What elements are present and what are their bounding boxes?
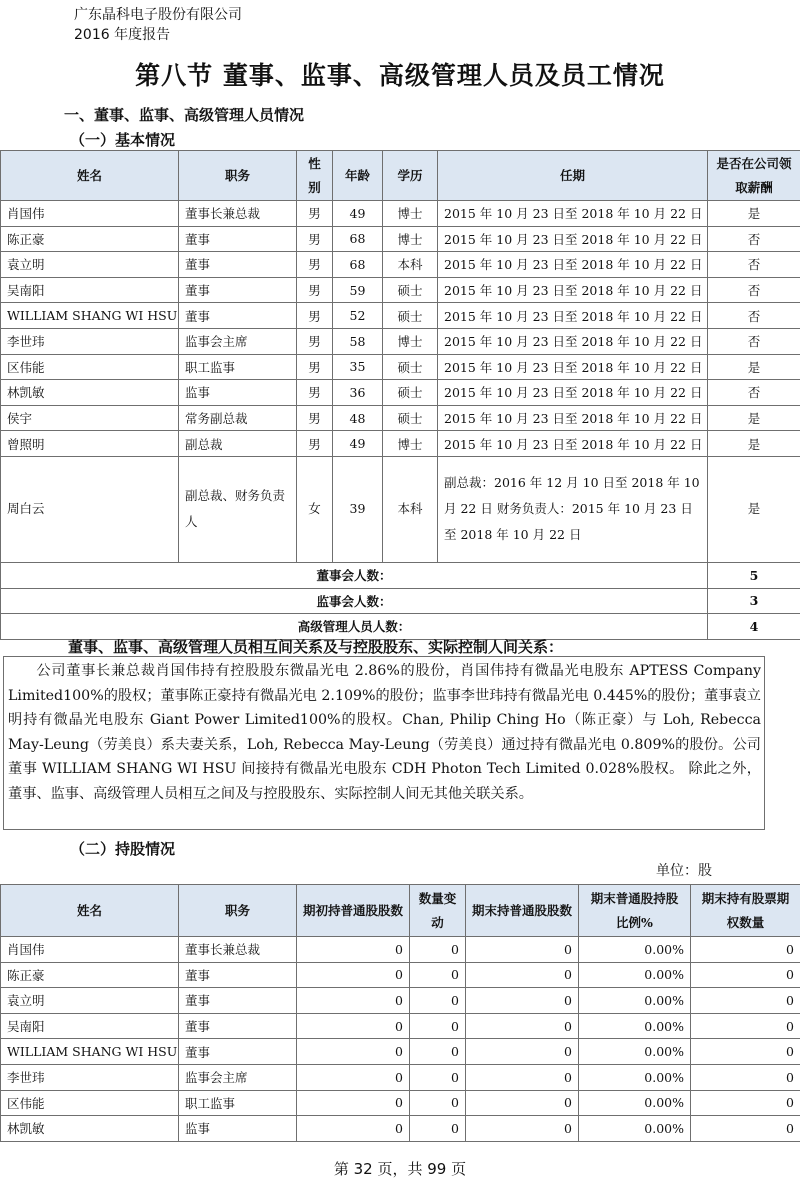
cell-term: 2015 年 10 月 23 日至 2018 年 10 月 22 日 bbox=[438, 252, 708, 278]
cell-paid: 否 bbox=[708, 303, 800, 329]
cell-name: 侯宇 bbox=[1, 405, 179, 431]
table-row bbox=[1, 277, 800, 303]
summary-label: 监事会人数： bbox=[1, 588, 708, 614]
cell-closing-shares: 0 bbox=[466, 1013, 579, 1039]
summary-label: 高级管理人员人数： bbox=[1, 614, 708, 640]
cell-closing-ratio: 0.00% bbox=[579, 1013, 691, 1039]
cell-position: 副总裁 bbox=[179, 431, 297, 457]
cell-options: 0 bbox=[691, 937, 800, 963]
cell-name: 曾照明 bbox=[1, 431, 179, 457]
header-opening-shares: 期初持普通股股数 bbox=[297, 885, 410, 937]
cell-closing-ratio: 0.00% bbox=[579, 1039, 691, 1065]
cell-opening-shares: 0 bbox=[297, 1116, 410, 1142]
page-footer: 第 32 页，共 99 页 bbox=[333, 1160, 467, 1178]
table-row bbox=[1, 354, 800, 380]
cell-change: 0 bbox=[410, 1013, 466, 1039]
cell-name: 区伟能 bbox=[1, 354, 179, 380]
cell-position: 监事 bbox=[179, 1116, 297, 1142]
cell-closing-ratio: 0.00% bbox=[579, 937, 691, 963]
cell-term: 副总裁：2016 年 12 月 10 日至 2018 年 10 月 22 日 财务负责人：2015 年 10 月 23 日至 2018 年 10 月 22 日 bbox=[438, 456, 708, 562]
cell-opening-shares: 0 bbox=[297, 988, 410, 1014]
cell-education: 博士 bbox=[383, 328, 438, 354]
cell-name: WILLIAM SHANG WI HSU bbox=[1, 1039, 179, 1065]
cell-closing-shares: 0 bbox=[466, 1116, 579, 1142]
cell-closing-ratio: 0.00% bbox=[579, 1090, 691, 1116]
cell-education: 博士 bbox=[383, 201, 438, 227]
table-row bbox=[1, 1013, 800, 1039]
cell-change: 0 bbox=[410, 988, 466, 1014]
cell-paid: 是 bbox=[708, 405, 800, 431]
header-change: 数量变动 bbox=[410, 885, 466, 937]
table-header-row bbox=[1, 885, 800, 937]
cell-change: 0 bbox=[410, 1090, 466, 1116]
header-education: 学历 bbox=[383, 151, 438, 201]
cell-name: 陈正豪 bbox=[1, 962, 179, 988]
subsection-holding-heading: （二）持股情况 bbox=[70, 840, 176, 858]
cell-age: 48 bbox=[333, 405, 383, 431]
cell-name: WILLIAM SHANG WI HSU bbox=[1, 303, 179, 329]
header-closing-shares: 期末持普通股股数 bbox=[466, 885, 579, 937]
header-closing-ratio: 期末普通股持股比例% bbox=[579, 885, 691, 937]
cell-paid: 否 bbox=[708, 328, 800, 354]
cell-term: 2015 年 10 月 23 日至 2018 年 10 月 22 日 bbox=[438, 303, 708, 329]
cell-name: 吴南阳 bbox=[1, 277, 179, 303]
report-year: 2016 年度报告 bbox=[74, 27, 171, 43]
cell-gender: 男 bbox=[297, 405, 333, 431]
summary-row-supervisors bbox=[1, 588, 800, 614]
cell-education: 硕士 bbox=[383, 405, 438, 431]
cell-closing-shares: 0 bbox=[466, 1064, 579, 1090]
table-row bbox=[1, 405, 800, 431]
cell-position: 董事 bbox=[179, 277, 297, 303]
cell-position: 董事 bbox=[179, 252, 297, 278]
page-title: 第八节 董事、监事、高级管理人员及员工情况 bbox=[135, 61, 665, 90]
cell-age: 49 bbox=[333, 201, 383, 227]
cell-name: 周白云 bbox=[1, 456, 179, 562]
cell-education: 硕士 bbox=[383, 354, 438, 380]
cell-age: 35 bbox=[333, 354, 383, 380]
cell-name: 陈正豪 bbox=[1, 226, 179, 252]
cell-term: 2015 年 10 月 23 日至 2018 年 10 月 22 日 bbox=[438, 431, 708, 457]
cell-position: 监事会主席 bbox=[179, 328, 297, 354]
cell-change: 0 bbox=[410, 1039, 466, 1065]
cell-term: 2015 年 10 月 23 日至 2018 年 10 月 22 日 bbox=[438, 380, 708, 406]
cell-name: 肖国伟 bbox=[1, 937, 179, 963]
cell-position: 董事 bbox=[179, 962, 297, 988]
cell-education: 本科 bbox=[383, 456, 438, 562]
cell-name: 李世玮 bbox=[1, 1064, 179, 1090]
table-row bbox=[1, 226, 800, 252]
cell-closing-ratio: 0.00% bbox=[579, 1116, 691, 1142]
cell-position: 董事 bbox=[179, 1013, 297, 1039]
table-row bbox=[1, 252, 800, 278]
cell-term: 2015 年 10 月 23 日至 2018 年 10 月 22 日 bbox=[438, 201, 708, 227]
cell-position: 董事长兼总裁 bbox=[179, 937, 297, 963]
cell-gender: 男 bbox=[297, 303, 333, 329]
cell-options: 0 bbox=[691, 988, 800, 1014]
subsection-basic-heading: （一）基本情况 bbox=[70, 131, 176, 149]
cell-education: 硕士 bbox=[383, 303, 438, 329]
cell-age: 58 bbox=[333, 328, 383, 354]
cell-change: 0 bbox=[410, 1116, 466, 1142]
cell-change: 0 bbox=[410, 962, 466, 988]
cell-paid: 否 bbox=[708, 380, 800, 406]
header-age: 年龄 bbox=[333, 151, 383, 201]
cell-options: 0 bbox=[691, 1116, 800, 1142]
cell-position: 常务副总裁 bbox=[179, 405, 297, 431]
cell-term: 2015 年 10 月 23 日至 2018 年 10 月 22 日 bbox=[438, 328, 708, 354]
cell-options: 0 bbox=[691, 1013, 800, 1039]
cell-position: 职工监事 bbox=[179, 354, 297, 380]
cell-options: 0 bbox=[691, 1064, 800, 1090]
cell-name: 李世玮 bbox=[1, 328, 179, 354]
cell-age: 52 bbox=[333, 303, 383, 329]
cell-name: 区伟能 bbox=[1, 1090, 179, 1116]
cell-education: 硕士 bbox=[383, 380, 438, 406]
cell-opening-shares: 0 bbox=[297, 962, 410, 988]
table-row bbox=[1, 328, 800, 354]
cell-term: 2015 年 10 月 23 日至 2018 年 10 月 22 日 bbox=[438, 405, 708, 431]
cell-change: 0 bbox=[410, 937, 466, 963]
cell-paid: 是 bbox=[708, 201, 800, 227]
cell-position: 董事 bbox=[179, 988, 297, 1014]
cell-paid: 否 bbox=[708, 252, 800, 278]
header-name: 姓名 bbox=[1, 151, 179, 201]
company-name: 广东晶科电子股份有限公司 bbox=[74, 7, 242, 23]
header-term: 任期 bbox=[438, 151, 708, 201]
summary-value: 3 bbox=[708, 588, 800, 614]
table-row bbox=[1, 431, 800, 457]
cell-closing-ratio: 0.00% bbox=[579, 988, 691, 1014]
unit-label: 单位：股 bbox=[656, 863, 712, 879]
summary-label: 董事会人数： bbox=[1, 562, 708, 588]
cell-education: 博士 bbox=[383, 431, 438, 457]
cell-position: 副总裁、财务负责人 bbox=[179, 456, 297, 562]
basic-info-table bbox=[0, 150, 800, 640]
table-row bbox=[1, 201, 800, 227]
cell-closing-shares: 0 bbox=[466, 988, 579, 1014]
cell-gender: 男 bbox=[297, 201, 333, 227]
cell-term: 2015 年 10 月 23 日至 2018 年 10 月 22 日 bbox=[438, 354, 708, 380]
table-row bbox=[1, 1116, 800, 1142]
cell-options: 0 bbox=[691, 962, 800, 988]
header-position: 职务 bbox=[179, 151, 297, 201]
cell-paid: 是 bbox=[708, 431, 800, 457]
shareholding-table bbox=[0, 884, 800, 1142]
cell-age: 68 bbox=[333, 252, 383, 278]
cell-name: 林凯敏 bbox=[1, 1116, 179, 1142]
cell-gender: 男 bbox=[297, 328, 333, 354]
table-row bbox=[1, 456, 800, 562]
summary-value: 5 bbox=[708, 562, 800, 588]
table-row bbox=[1, 1039, 800, 1065]
header-position: 职务 bbox=[179, 885, 297, 937]
cell-opening-shares: 0 bbox=[297, 1039, 410, 1065]
cell-options: 0 bbox=[691, 1039, 800, 1065]
cell-closing-ratio: 0.00% bbox=[579, 1064, 691, 1090]
cell-closing-shares: 0 bbox=[466, 962, 579, 988]
cell-name: 吴南阳 bbox=[1, 1013, 179, 1039]
cell-opening-shares: 0 bbox=[297, 1090, 410, 1116]
cell-age: 39 bbox=[333, 456, 383, 562]
table-row bbox=[1, 303, 800, 329]
cell-gender: 男 bbox=[297, 226, 333, 252]
cell-position: 监事 bbox=[179, 380, 297, 406]
table-row bbox=[1, 937, 800, 963]
cell-opening-shares: 0 bbox=[297, 1013, 410, 1039]
cell-term: 2015 年 10 月 23 日至 2018 年 10 月 22 日 bbox=[438, 277, 708, 303]
table-header-row bbox=[1, 151, 800, 201]
cell-education: 本科 bbox=[383, 252, 438, 278]
table-row bbox=[1, 1090, 800, 1116]
cell-gender: 男 bbox=[297, 380, 333, 406]
cell-name: 林凯敏 bbox=[1, 380, 179, 406]
cell-position: 监事会主席 bbox=[179, 1064, 297, 1090]
cell-opening-shares: 0 bbox=[297, 937, 410, 963]
table-row bbox=[1, 1064, 800, 1090]
cell-closing-ratio: 0.00% bbox=[579, 962, 691, 988]
header-name: 姓名 bbox=[1, 885, 179, 937]
cell-position: 董事 bbox=[179, 303, 297, 329]
cell-gender: 男 bbox=[297, 431, 333, 457]
cell-position: 职工监事 bbox=[179, 1090, 297, 1116]
header-options: 期末持有股票期权数量 bbox=[691, 885, 800, 937]
summary-value: 4 bbox=[708, 614, 800, 640]
cell-age: 68 bbox=[333, 226, 383, 252]
relations-text: 公司董事长兼总裁肖国伟持有控股股东微晶光电 2.86%的股份，肖国伟持有微晶光电股东 APTESS Company Limited100%的股权；董事陈正豪持有微晶光电 2.109%的股份；监事李世玮持有微晶光电 0.445%的股份；董事袁立明持有微晶光电股东 Giant Power Limited100%的股权。Chan, Philip Ching Ho（陈正豪）与 Loh, Rebecca May-Leung（劳美良）系夫妻关系，Loh, Rebecca May-Leung（劳美良）通过持有微晶光电 0.809%的股份。公司董事 WILLIAM SHANG WI HSU 间接持有微晶光电股东 CDH Photon Tech Limited 0.028%股权。 除此之外，董事、监事、高级管理人员相互之间及与控股股东、实际控制人间无其他关联关系。 bbox=[3, 656, 765, 830]
table-row bbox=[1, 962, 800, 988]
header-gender: 性别 bbox=[297, 151, 333, 201]
cell-education: 博士 bbox=[383, 226, 438, 252]
cell-age: 36 bbox=[333, 380, 383, 406]
cell-position: 董事 bbox=[179, 1039, 297, 1065]
summary-row-board bbox=[1, 562, 800, 588]
cell-term: 2015 年 10 月 23 日至 2018 年 10 月 22 日 bbox=[438, 226, 708, 252]
cell-change: 0 bbox=[410, 1064, 466, 1090]
cell-closing-shares: 0 bbox=[466, 1090, 579, 1116]
cell-paid: 否 bbox=[708, 277, 800, 303]
cell-closing-shares: 0 bbox=[466, 937, 579, 963]
section-heading: 一、董事、监事、高级管理人员情况 bbox=[64, 106, 305, 124]
cell-closing-shares: 0 bbox=[466, 1039, 579, 1065]
cell-gender: 女 bbox=[297, 456, 333, 562]
cell-paid: 否 bbox=[708, 226, 800, 252]
cell-options: 0 bbox=[691, 1090, 800, 1116]
cell-gender: 男 bbox=[297, 354, 333, 380]
cell-education: 硕士 bbox=[383, 277, 438, 303]
cell-age: 59 bbox=[333, 277, 383, 303]
cell-position: 董事长兼总裁 bbox=[179, 201, 297, 227]
cell-age: 49 bbox=[333, 431, 383, 457]
cell-gender: 男 bbox=[297, 277, 333, 303]
table-row bbox=[1, 988, 800, 1014]
cell-opening-shares: 0 bbox=[297, 1064, 410, 1090]
cell-paid: 是 bbox=[708, 354, 800, 380]
header-paid: 是否在公司领取薪酬 bbox=[708, 151, 800, 201]
cell-position: 董事 bbox=[179, 226, 297, 252]
cell-name: 袁立明 bbox=[1, 988, 179, 1014]
relations-heading: 董事、监事、高级管理人员相互间关系及与控股股东、实际控制人间关系： bbox=[68, 638, 564, 656]
cell-gender: 男 bbox=[297, 252, 333, 278]
cell-paid: 是 bbox=[708, 456, 800, 562]
cell-name: 袁立明 bbox=[1, 252, 179, 278]
cell-name: 肖国伟 bbox=[1, 201, 179, 227]
table-row bbox=[1, 380, 800, 406]
